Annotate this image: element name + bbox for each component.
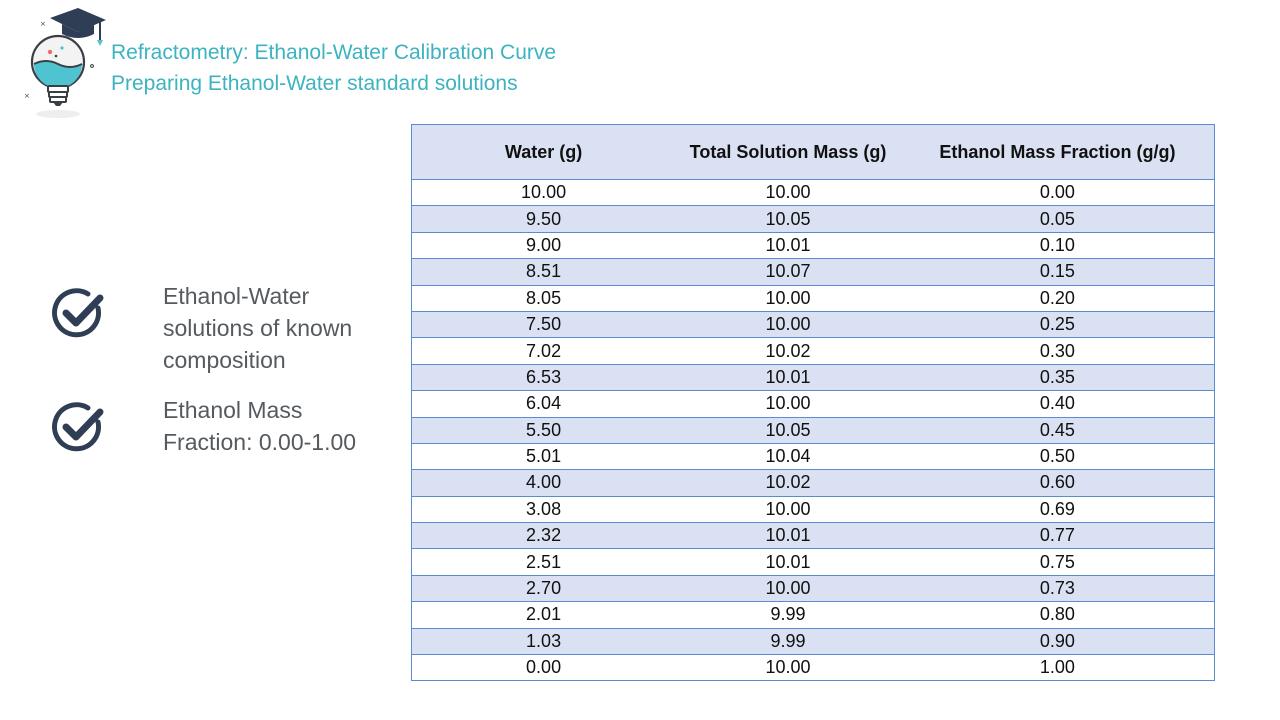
column-header-total-mass: Total Solution Mass (g) [675,125,901,180]
cell-water: 9.50 [412,206,676,232]
cell-water: 8.05 [412,285,676,311]
table-row [412,417,1215,443]
table-row [412,259,1215,285]
svg-text:×: × [24,92,30,100]
cell-water: 5.01 [412,443,676,469]
bullet-text: Ethanol Mass Fraction: 0.00-1.00 [163,397,357,455]
bullet-item [50,280,390,376]
table-row [412,628,1215,654]
cell-total-mass: 10.02 [675,470,901,496]
svg-text:×: × [40,20,46,28]
cell-mass-fraction: 1.00 [901,655,1215,681]
cell-total-mass: 10.00 [675,391,901,417]
cell-water: 8.51 [412,259,676,285]
table-row [412,549,1215,575]
table-row [412,496,1215,522]
cell-water: 9.00 [412,232,676,258]
table-row [412,206,1215,232]
cell-water: 6.53 [412,364,676,390]
cell-mass-fraction: 0.60 [901,470,1215,496]
table-header-row [412,125,1215,180]
cell-mass-fraction: 0.05 [901,206,1215,232]
cell-water: 2.01 [412,602,676,628]
cell-total-mass: 10.02 [675,338,901,364]
cell-mass-fraction: 0.40 [901,391,1215,417]
table-row [412,523,1215,549]
bullet-list [50,280,390,458]
table-row [412,338,1215,364]
table-row [412,602,1215,628]
cell-water: 4.00 [412,470,676,496]
cell-mass-fraction: 0.25 [901,311,1215,337]
table-row [412,232,1215,258]
cell-mass-fraction: 0.00 [901,180,1215,206]
slide-header [111,37,556,99]
column-header-water: Water (g) [412,125,676,180]
cell-mass-fraction: 0.77 [901,523,1215,549]
cell-water: 2.51 [412,549,676,575]
cell-mass-fraction: 0.50 [901,443,1215,469]
table-row [412,443,1215,469]
cell-water: 6.04 [412,391,676,417]
table-row [412,391,1215,417]
cell-mass-fraction: 0.45 [901,417,1215,443]
bullet-item [50,394,390,458]
cell-water: 10.00 [412,180,676,206]
cell-mass-fraction: 0.90 [901,628,1215,654]
cell-total-mass: 10.00 [675,575,901,601]
cell-water: 7.02 [412,338,676,364]
cell-water: 3.08 [412,496,676,522]
cell-total-mass: 10.01 [675,232,901,258]
table-row [412,311,1215,337]
cell-water: 7.50 [412,311,676,337]
cell-water: 0.00 [412,655,676,681]
bullet-text: Ethanol-Water solutions of known composition [163,283,353,373]
cell-water: 2.32 [412,523,676,549]
cell-total-mass: 10.00 [675,180,901,206]
cell-mass-fraction: 0.20 [901,285,1215,311]
cell-mass-fraction: 0.30 [901,338,1215,364]
cell-total-mass: 10.00 [675,311,901,337]
cell-total-mass: 10.04 [675,443,901,469]
table-row [412,655,1215,681]
cell-total-mass: 10.00 [675,655,901,681]
slide-title: Refractometry: Ethanol-Water Calibration Curve [111,41,557,64]
calibration-table [411,124,1215,681]
table-row [412,180,1215,206]
cell-mass-fraction: 0.10 [901,232,1215,258]
cell-total-mass: 10.00 [675,285,901,311]
check-circle-icon [50,398,108,456]
table-row [412,575,1215,601]
cell-mass-fraction: 0.69 [901,496,1215,522]
cell-water: 1.03 [412,628,676,654]
table-row [412,470,1215,496]
lightbulb-graduation-cap-icon [20,6,108,120]
cell-total-mass: 10.01 [675,364,901,390]
cell-total-mass: 10.05 [675,417,901,443]
cell-mass-fraction: 0.15 [901,259,1215,285]
cell-mass-fraction: 0.80 [901,602,1215,628]
cell-mass-fraction: 0.75 [901,549,1215,575]
cell-total-mass: 10.07 [675,259,901,285]
cell-water: 5.50 [412,417,676,443]
table-row [412,285,1215,311]
table-row [412,364,1215,390]
column-header-mass-fraction: Ethanol Mass Fraction (g/g) [901,125,1215,180]
cell-total-mass: 9.99 [675,602,901,628]
cell-mass-fraction: 0.73 [901,575,1215,601]
cell-total-mass: 10.01 [675,549,901,575]
slide-subtitle: Preparing Ethanol-Water standard solutions [111,72,518,95]
cell-total-mass: 9.99 [675,628,901,654]
cell-total-mass: 10.00 [675,496,901,522]
check-circle-icon [50,284,108,342]
cell-total-mass: 10.05 [675,206,901,232]
cell-mass-fraction: 0.35 [901,364,1215,390]
cell-total-mass: 10.01 [675,523,901,549]
cell-water: 2.70 [412,575,676,601]
